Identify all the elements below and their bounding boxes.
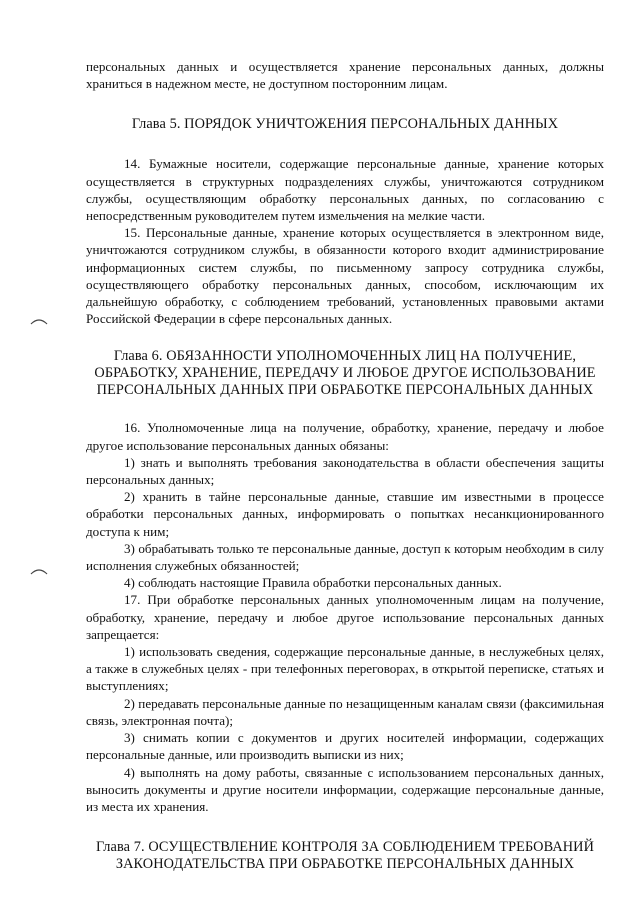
- chapter-6-title: Глава 6. ОБЯЗАННОСТИ УПОЛНОМОЧЕННЫХ ЛИЦ НА ПОЛУЧЕНИЕ, ОБРАБОТКУ, ХРАНЕНИЕ, ПЕРЕДАЧУ И ЛЮБОЕ ДРУГОЕ ИСПОЛЬЗОВАНИЕ ПЕРСОНАЛЬНЫХ ДАННЫХ ПРИ ОБРАБОТКЕ ПЕРСОНАЛЬНЫХ ДАННЫХ: [94, 348, 596, 399]
- paragraph-16: 16. Уполномоченные лица на получение, обработку, хранение, передачу и любое другое использование персональных данных обязаны:: [86, 420, 604, 453]
- paragraph-17: 17. При обработке персональных данных уполномоченным лицам на получение, обработку, хранение, передачу и любое другое использование персональных данных запрещается:: [86, 592, 604, 642]
- paragraph-17-item: 1) использовать сведения, содержащие персональные данные, в неслужебных целях, а также в служебных целях - при телефонных переговорах, в открытой переписке, статьях и выступлениях;: [86, 644, 604, 694]
- punch-hole-mark-icon: [30, 566, 48, 576]
- paragraph-17-item: 3) снимать копии с документов и других носителей информации, содержащих персональные данные, или производить выписки из них;: [86, 730, 604, 763]
- paragraph-17-item: 2) передавать персональные данные по незащищенным каналам связи (факсимильная связь, электронная почта);: [86, 695, 604, 728]
- chapter-7-title: Глава 7. ОСУЩЕСТВЛЕНИЕ КОНТРОЛЯ ЗА СОБЛЮДЕНИЕМ ТРЕБОВАНИЙ ЗАКОНОДАТЕЛЬСТВА ПРИ ОБРАБОТКЕ ПЕРСОНАЛЬНЫХ ДАННЫХ: [95, 839, 595, 873]
- punch-hole-mark-icon: [30, 316, 48, 326]
- paragraph-16-item: 3) обрабатывать только те персональные данные, доступ к которым необходим в силу исполнения служебных обязанностей;: [86, 540, 604, 574]
- paragraph-15: 15. Персональные данные, хранение которых осуществляется в электронном виде, уничтожаются сотрудником службы, в обязанности которого входит администрирование информационных систем службы, по письменному запросу сотрудника службы, осуществляющего обработку персональных данных, способом, исключающим их дальнейшую обработку, с соблюдением требований, установленных правовыми актами Российской Федерации в сфере персональных данных.: [86, 225, 604, 327]
- document-page: [86, 58, 604, 873]
- paragraph-14: 14. Бумажные носители, содержащие персональные данные, хранение которых осуществляется в структурных подразделениях службы, уничтожаются сотрудником службы, осуществляющим обработку персональных данных, по согласованию с непосредственным руководителем путем измельчения на мелкие части.: [86, 156, 604, 224]
- chapter-5-title: Глава 5. ПОРЯДОК УНИЧТОЖЕНИЯ ПЕРСОНАЛЬНЫХ ДАННЫХ: [131, 116, 559, 133]
- intro-paragraph: персональных данных и осуществляется хранение персональных данных, должны храниться в надежном месте, не доступном посторонним лицам.: [86, 59, 604, 92]
- paragraph-16-item: 4) соблюдать настоящие Правила обработки персональных данных.: [124, 575, 502, 591]
- paragraph-17-item: 4) выполнять на дому работы, связанные с использованием персональных данных, выносить документы и другие носители информации, содержащие персональные данные, из места их хранения.: [86, 764, 604, 814]
- paragraph-16-item: 2) хранить в тайне персональные данные, ставшие им известными в процессе обработки персональных данных, информировать о попытках несанкционированного доступа к ним;: [86, 489, 604, 539]
- paragraph-16-item: 1) знать и выполнять требования законодательства в области обеспечения защиты персональных данных;: [86, 454, 604, 488]
